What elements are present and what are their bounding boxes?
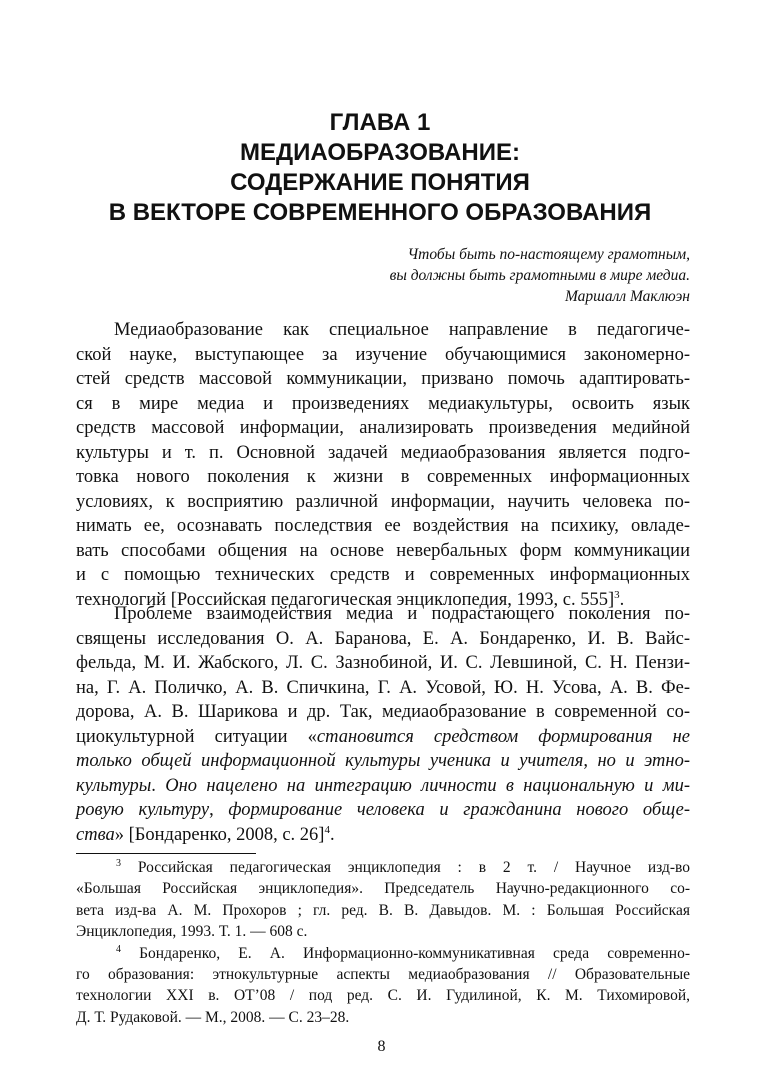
footnote-reference[interactable]: 3 — [614, 588, 620, 601]
text-line: Энциклопедия, 1993. Т. 1. — 608 с. — [76, 923, 308, 941]
text-line: технологии XXI в. ОТ’08 / под ред. С. И. Гудилиной, К. М. Тихомировой, — [76, 987, 690, 1005]
text-line: го образования: этнокультурные аспекты медиаобразования // Образовательные — [76, 965, 690, 983]
italic-segment: ства — [76, 824, 115, 845]
text-segment: . — [151, 775, 166, 796]
italic-segment: становится средством формирования не — [316, 726, 690, 747]
text-line: Проблеме взаимодействия медиа и подрастающего поколения по- — [114, 604, 690, 624]
text-segment: » [Бондаренко, 2008, с. 26] — [114, 824, 325, 845]
text-segment: Российская педагогическая энциклопедия : в 2 т. / Научное изд-во — [137, 859, 691, 876]
chapter-title-line: ГЛАВА 1 — [329, 109, 431, 136]
epigraph-line: вы должны быть грамотными в мире медиа. — [389, 267, 690, 284]
text-line: Д. Т. Рудаковой. — М., 2008. — С. 23–28. — [76, 1008, 350, 1026]
text-line: ской науке, выступающее за изучение обучающимися закономерно- — [76, 344, 690, 365]
page-number: 8 — [377, 1038, 386, 1055]
text-line: и с помощью технических средств и современных информационных — [76, 565, 690, 585]
italic-segment: Оно нацелено на интеграцию личности в национальную и ми- — [165, 775, 690, 796]
text-line: вать способами общения на основе невербальных форм коммуникации — [76, 540, 690, 561]
italic-segment: только общей информационной культуры ученика и учителя — [76, 751, 584, 771]
footnote-divider — [76, 853, 256, 854]
text-line: дорова, А. В. Шарикова и др. Так, медиаобразование в современной со- — [76, 702, 690, 722]
text-line: ства» [Бондаренко, 2008, с. 26]$^4$. — [76, 823, 335, 845]
chapter-title-line: В ВЕКТОРЕ СОВРЕМЕННОГО ОБРАЗОВАНИЯ — [108, 199, 652, 226]
italic-segment: формирование человека и гражданина нового обще- — [228, 800, 690, 820]
text-line — [76, 798, 690, 823]
text-segment: Бондаренко, Е. А. Информационно-коммуникативная среда современно- — [139, 944, 690, 962]
text-line: фельда, М. И. Жабского, Л. С. Зазнобиной, И. С. Левшиной, С. Н. Пензи- — [76, 653, 690, 673]
text-line: ся в мире медиа и произведениях медиакультуры, освоить язык — [76, 393, 690, 414]
footnote-mark: 4 — [116, 943, 121, 955]
text-line — [76, 725, 690, 750]
footnotes — [76, 857, 690, 1028]
text-line — [76, 774, 690, 799]
text-segment: , — [583, 751, 598, 771]
epigraph-author: Маршалл Маклюэн — [564, 288, 690, 305]
chapter-title-line: МЕДИАОБРАЗОВАНИЕ: — [240, 139, 520, 166]
text-line: «Большая Российская энциклопедия». Председатель Научно-редакционного со- — [76, 880, 690, 898]
chapter-title — [60, 108, 700, 228]
italic-segment: ровую культуру — [76, 800, 210, 820]
text-line: условиях, к восприятию различной информации, научить человека по- — [76, 491, 690, 512]
footnote-reference[interactable]: 4 — [324, 823, 330, 836]
footnote-mark: 3 — [116, 857, 121, 869]
footnote — [76, 943, 690, 1029]
text-segment: технологий [Российская педагогическая энциклопедия, 1993, с. 555] — [76, 589, 615, 610]
epigraph-line: Чтобы быть по-настоящему грамотным, — [407, 246, 690, 263]
text-line: священы исследования О. А. Баранова, Е. А. Бондаренко, И. В. Вайс- — [76, 628, 690, 649]
epigraph — [390, 244, 690, 307]
text-line: культуры и т. п. Основной задачей медиаобразования является подго- — [76, 442, 690, 463]
text-line: технологий [Российская педагогическая энциклопедия, 1993, с. 555]$^3$. — [76, 588, 625, 610]
italic-segment: но и этно- — [597, 751, 691, 771]
text-line: товка нового поколения к жизни в современных информационных — [76, 467, 690, 487]
text-segment: циокультурной ситуации « — [76, 726, 317, 747]
text-line — [76, 857, 690, 878]
paragraph — [76, 318, 690, 612]
footnote — [76, 857, 690, 943]
text-line: нимать ее, осознавать последствия ее воздействия на психику, овладе- — [76, 516, 690, 536]
italic-segment: культуры — [76, 775, 152, 796]
text-line: вета изд-ва А. М. Прохоров ; гл. ред. В. В. Давыдов. М. : Большая Российская — [76, 901, 690, 919]
text-line: средств массовой информации, анализировать произведения медийной — [76, 418, 690, 438]
paragraph — [76, 602, 690, 847]
text-line — [76, 943, 690, 964]
text-line: стей средств массовой коммуникации, призвано помочь адаптировать- — [76, 369, 690, 389]
text-line: Медиаобразование как специальное направление в педагогиче- — [114, 320, 690, 340]
chapter-title-line: СОДЕРЖАНИЕ ПОНЯТИЯ — [230, 169, 530, 196]
text-line — [76, 749, 690, 774]
text-segment: , — [209, 800, 229, 820]
text-line: на, Г. А. Поличко, А. В. Спичкина, Г. А. Усовой, Ю. Н. Усова, А. В. Фе- — [76, 677, 690, 698]
